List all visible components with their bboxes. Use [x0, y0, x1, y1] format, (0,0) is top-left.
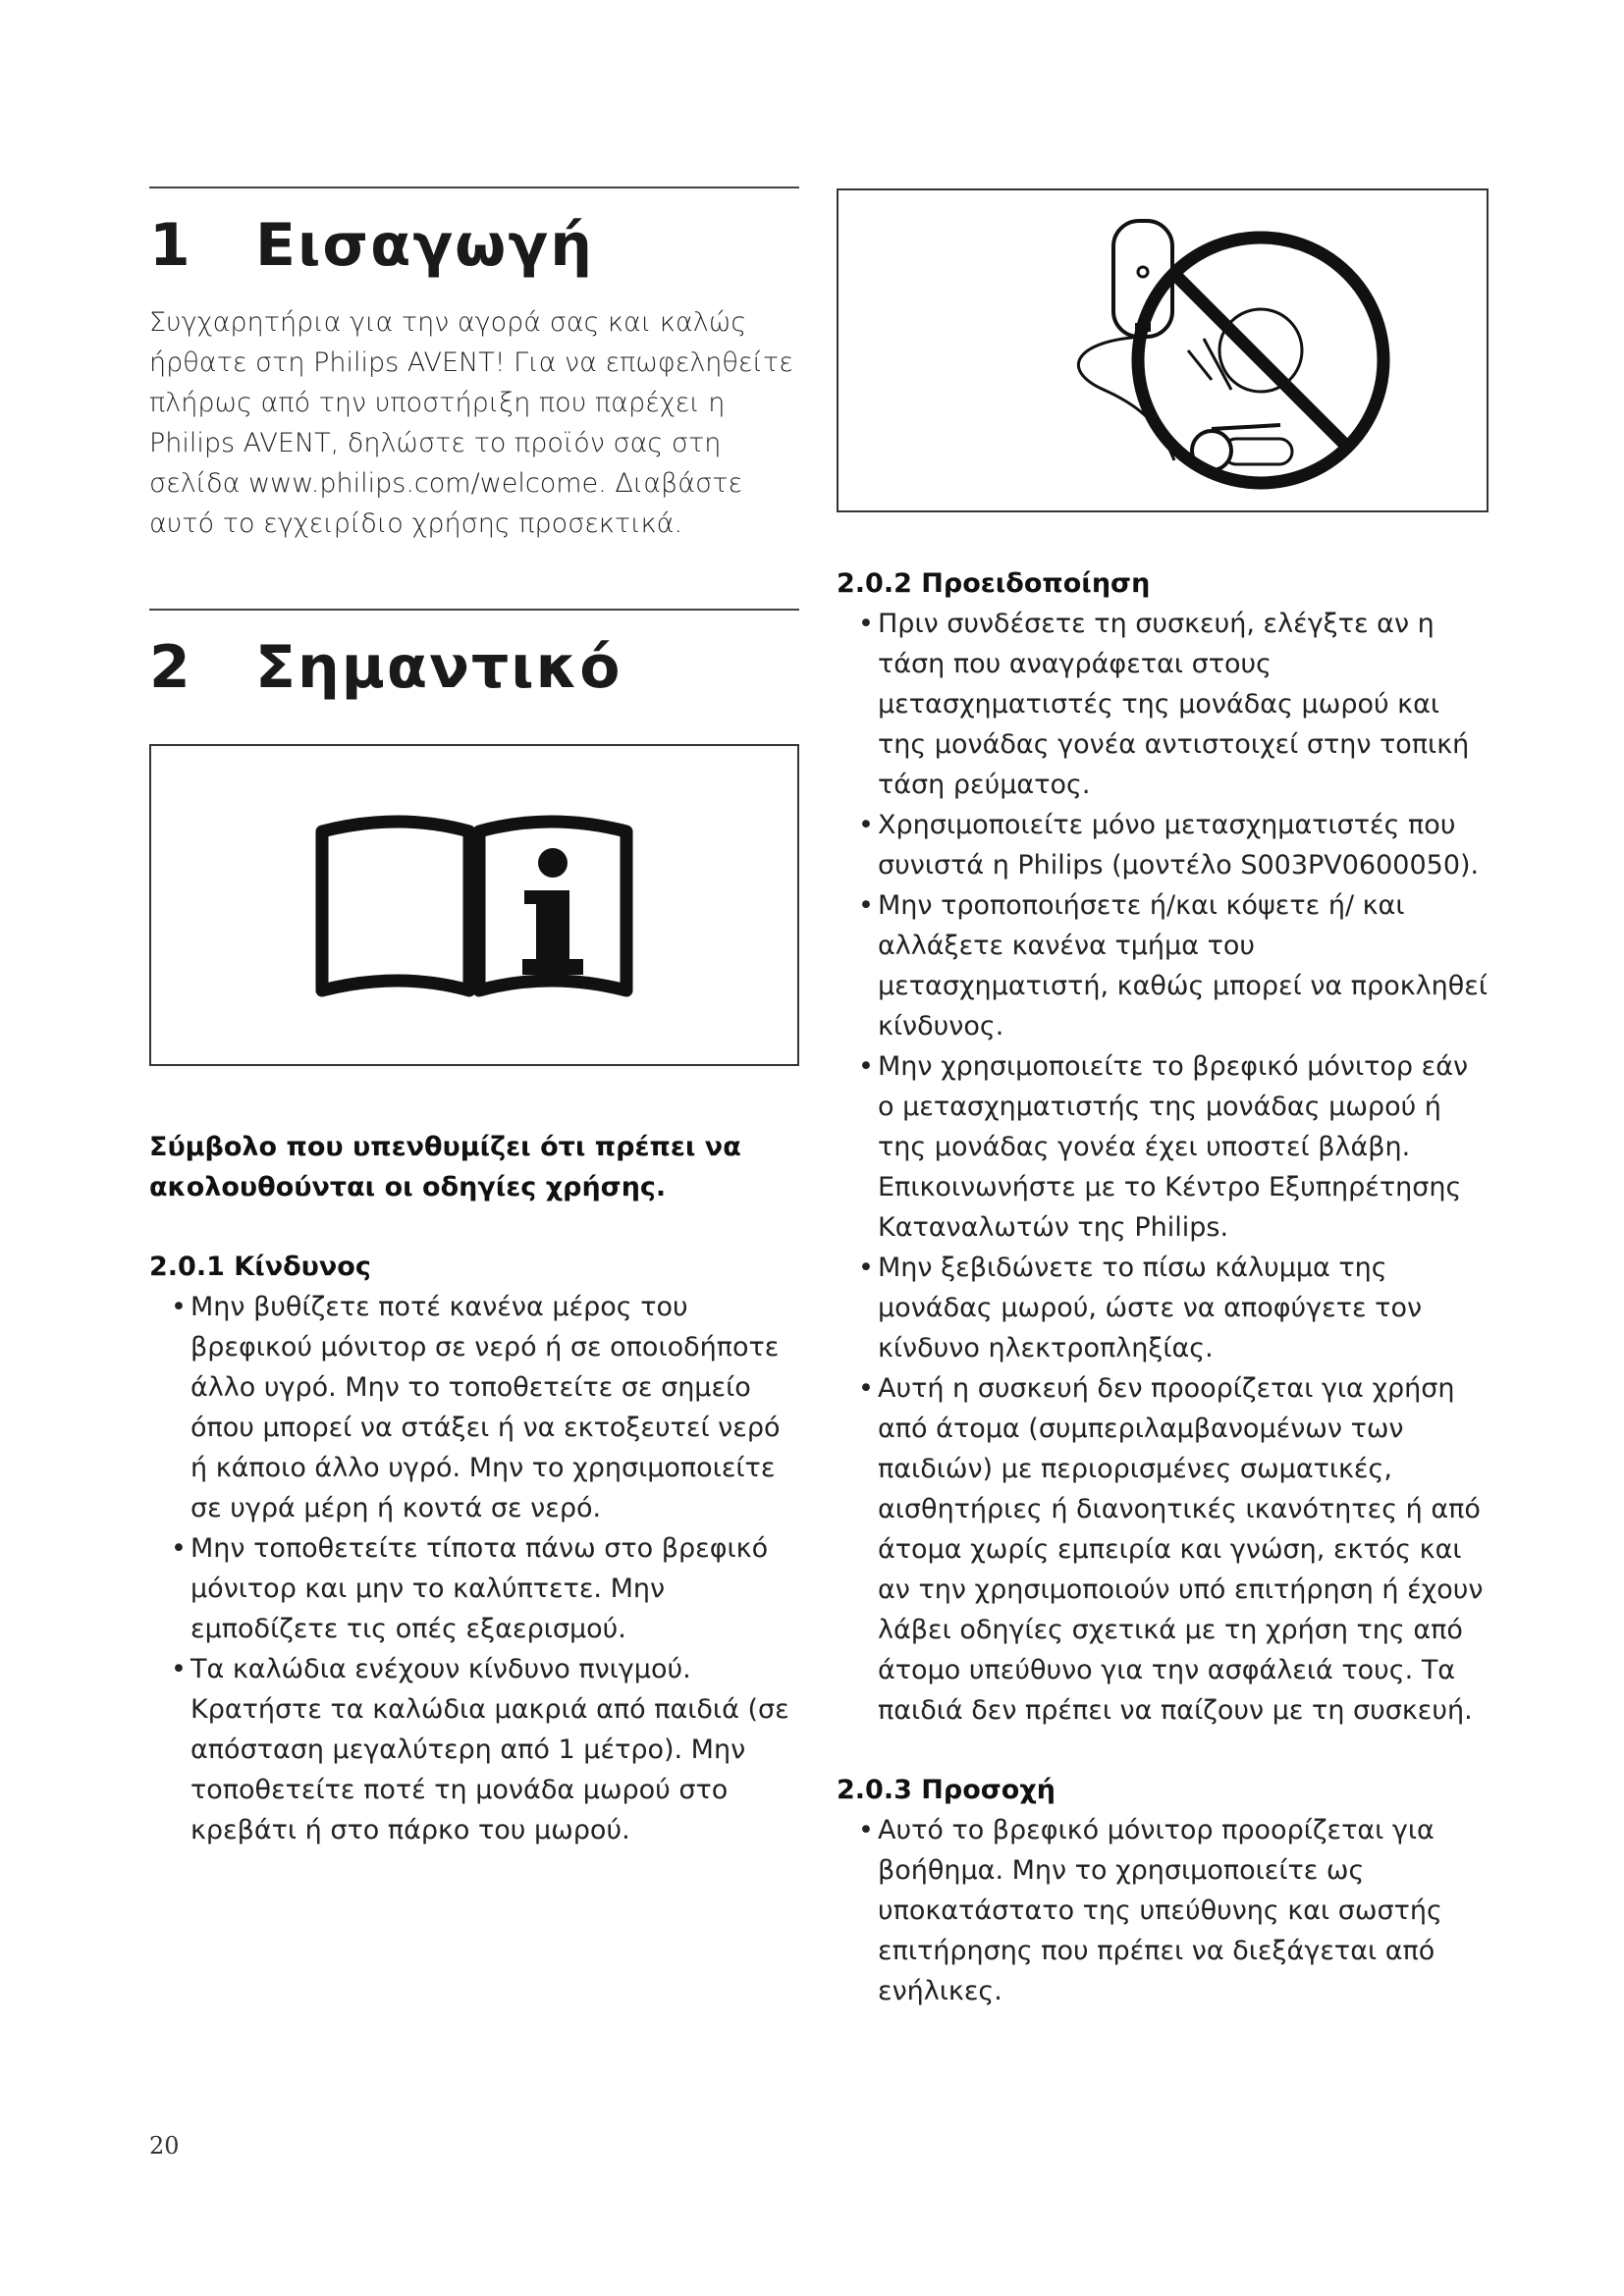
list-item: • Μην ξεβιδώνετε το πίσω κάλυμμα της μονάδας μωρού, ώστε να αποφύγετε τον κίνδυνο ηλεκτροπληξίας.: [858, 1248, 1489, 1368]
list-item: • Μην τοποθετείτε τίποτα πάνω στο βρεφικό μόνιτορ και μην το καλύπτετε. Μην εμποδίζετε τις οπές εξαερισμού.: [171, 1528, 799, 1649]
list-item: • Χρησιμοποιείτε μόνο μετασχηματιστές που συνιστά η Philips (μοντέλο S003PV0600050).: [858, 805, 1489, 885]
list-item: • Πριν συνδέσετε τη συσκευή, ελέγξτε αν η τάση που αναγράφεται στους μετασχηματιστές της μονάδας μωρού και της μονάδας γονέα αντιστοιχεί στην τοπική τάση ρεύματος.: [858, 604, 1489, 805]
section-number: 1: [149, 211, 190, 280]
danger-list: [149, 1287, 799, 1850]
right-column: [837, 188, 1489, 2011]
danger-heading: 2.0.1 Κίνδυνος: [149, 1252, 371, 1282]
caution-list: [837, 1810, 1489, 2011]
section-title: Εισαγωγή: [255, 211, 594, 280]
list-item: • Αυτή η συσκευή δεν προορίζεται για χρήση από άτομα (συμπεριλαμβανομένων των παιδιών) με περιορισμένες σωματικές, αισθητήριες ή διανοητικές ικανότητες ή από άτομα χωρίς εμπειρία και γνώση, εκτός και αν την χρησιμοποιούν υπό επιτήρηση ή έχουν λάβει οδηγίες σχετικά με τη χρήση της από άτομο υπεύθυνο για την ασφάλειά τους. Τα παιδιά δεν πρέπει να παίζουν με τη συσκευή.: [858, 1368, 1489, 1731]
caution-heading: 2.0.3 Προσοχή: [837, 1775, 1056, 1805]
section-divider: [149, 187, 799, 188]
list-item: • Τα καλώδια ενέχουν κίνδυνο πνιγμού. Κρατήστε τα καλώδια μακριά από παιδιά (σε απόσταση μεγαλύτερη από 1 μέτρο). Μην τοποθετείτε ποτέ τη μονάδα μωρού στο κρεβάτι ή στο πάρκο του μωρού.: [171, 1649, 799, 1850]
section-heading-intro: [149, 211, 799, 280]
list-item: • Μην χρησιμοποιείτε το βρεφικό μόνιτορ εάν ο μετασχηματιστής της μονάδας μωρού ή της μονάδας γονέα έχει υποστεί βλάβη. Επικοινωνήστε με το Κέντρο Εξυπηρέτησης Καταναλωτών της Philips.: [858, 1046, 1489, 1248]
list-item: • Μην βυθίζετε ποτέ κανένα μέρος του βρεφικού μόνιτορ σε νερό ή σε οποιοδήποτε άλλο υγρό. Μην το τοποθετείτε σε σημείο όπου μπορεί να στάξει ή να εκτοξευτεί νερό ή κάποιο άλλο υγρό. Μην το χρησιμοποιείτε σε υγρά μέρη ή κοντά σε νερό.: [171, 1287, 799, 1528]
section-heading-important: [149, 633, 799, 702]
page-number: 20: [149, 2132, 180, 2160]
read-instructions-figure: [149, 744, 799, 1066]
warning-list: [837, 604, 1489, 1731]
section-number: 2: [149, 633, 190, 702]
left-column: [149, 187, 799, 1850]
read-instructions-icon: [312, 802, 636, 1008]
section-title: Σημαντικό: [255, 633, 623, 702]
section-divider: [149, 609, 799, 611]
cable-warning-figure: [837, 188, 1489, 512]
intro-paragraph: Συγχαρητήρια για την αγορά σας και καλώς ήρθατε στη Philips AVENT! Για να επωφεληθείτε πλήρως από την υποστήριξη που παρέχει η Philips AVENT, δηλώστε το προϊόν σας στη σελίδα www.philips.com/welcome. Διαβάστε αυτό το εγχειρίδιο χρήσης προσεκτικά.: [149, 307, 793, 539]
symbol-caption: Σύμβολο που υπενθυμίζει ότι πρέπει να ακολουθούνται οι οδηγίες χρήσης.: [149, 1132, 741, 1202]
list-item: • Αυτό το βρεφικό μόνιτορ προορίζεται για βοήθημα. Μην το χρησιμοποιείτε ως υποκατάστατο της υπεύθυνης και σωστής επιτήρησης που πρέπει να διεξάγεται από ενήλικες.: [858, 1810, 1489, 2011]
warning-heading: 2.0.2 Προειδοποίηση: [837, 568, 1151, 599]
no-cable-near-baby-icon: [917, 203, 1408, 498]
list-item: • Μην τροποποιήσετε ή/και κόψετε ή/ και αλλάξετε κανένα τμήμα του μετασχηματιστή, καθώς μπορεί να προκληθεί κίνδυνος.: [858, 885, 1489, 1046]
